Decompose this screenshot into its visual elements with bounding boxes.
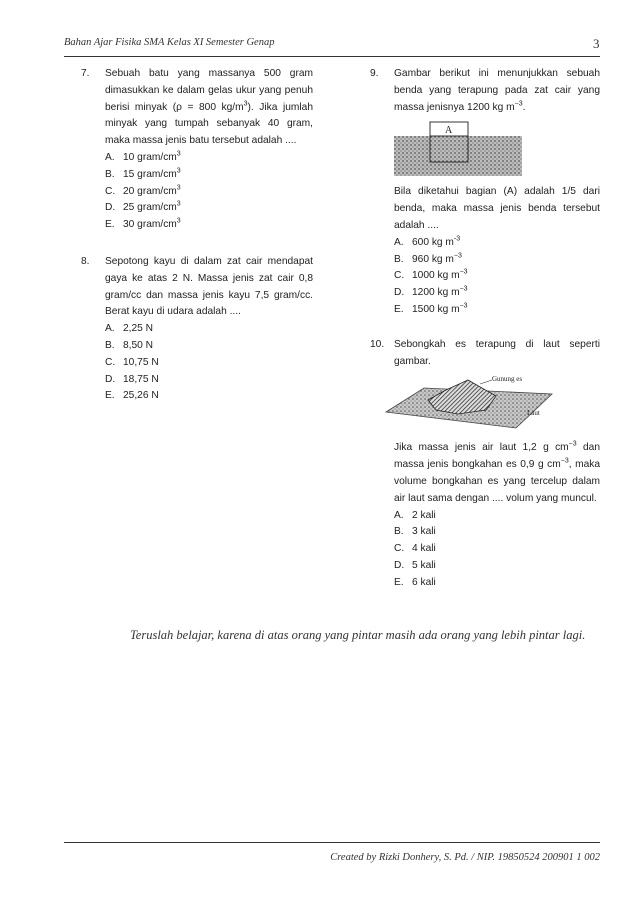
option-c: C. 20 gram/$cm^3$ xyxy=(105,184,181,197)
option-d: D. 25 gram/$cm^3$ xyxy=(105,200,181,214)
option-e: E. 30 gram/$cm^3$ xyxy=(105,217,181,231)
answer-options xyxy=(394,235,600,319)
question-9 xyxy=(370,66,600,319)
option-a: A. 2 kali xyxy=(394,509,436,521)
question-number: 8. xyxy=(81,255,90,267)
iceberg-shape xyxy=(428,380,496,414)
figure-label-a: A xyxy=(445,125,453,137)
header-title: Bahan Ajar Fisika SMA Kelas XI Semester Genap xyxy=(64,37,275,48)
option-c: C. 1000 kg $m^{-3}$ xyxy=(394,268,468,282)
question-number: 7. xyxy=(81,68,90,79)
footer-credit: Created by Rizki Donhery, S. Pd. / NIP. 19850524 200901 1 002 xyxy=(330,852,600,863)
question-text: Sepotong kayu di dalam zat cair mendapat gaya ke atas 2 N. Massa jenis zat cair 0,8 gram/cc dan massa jenis kayu 7,5 gram/cc. Berat kayu di udara adalah .... xyxy=(105,255,313,318)
left-column xyxy=(81,66,313,419)
iceberg-label-leader xyxy=(480,380,492,384)
option-e: E. 25,26 N xyxy=(105,390,159,402)
iceberg-label: Gunung es xyxy=(492,375,523,384)
answer-options xyxy=(394,508,600,592)
option-a: A. 600 kg $m^{-3}$ xyxy=(394,235,461,248)
answer-options xyxy=(105,321,313,405)
question-text: Gambar berikut ini menunjukkan sebuah benda yang terapung pada zat cair yang massa jenisnya 1200 kg $m^{-3}$. xyxy=(394,68,600,113)
option-b: B. 3 kali xyxy=(394,526,436,538)
option-d: D. 5 kali xyxy=(394,559,436,571)
question-number: 9. xyxy=(370,68,379,79)
question-7 xyxy=(81,66,313,234)
header-rule xyxy=(64,56,600,57)
option-e: E. 1500 kg $m^{-3}$ xyxy=(394,302,468,315)
closing-motto: Teruslah belajar, karena di atas orang yang pintar masih ada orang yang lebih pintar lagi. xyxy=(130,628,586,642)
question-text: Sebuah batu yang massanya 500 gram dimasukkan ke dalam gelas ukur yang penuh berisi minyak (ρ = 800 $kg/m^3$). Jika jumlah minyak yang tumpah sebanyak 40 gram, maka massa jenis batu tersebut adalah .... xyxy=(105,68,313,147)
option-b: B. 8,50 N xyxy=(105,339,154,351)
option-c: C. 10,75 N xyxy=(105,356,159,368)
question-8 xyxy=(81,254,313,405)
question-text-continued: Bila diketahui bagian (A) adalah 1/5 dari benda, maka massa jenis benda tersebut adalah .... xyxy=(394,186,600,231)
option-c: C. 4 kali xyxy=(394,543,436,555)
option-b: B. 15 gram/$cm^3$ xyxy=(105,167,181,180)
question-text-continued: Jika massa jenis air laut 1,2 g $cm^{-3}$ dan massa jenis bongkahan es 0,9 g $cm^{-3}$, maka volume bongkahan es yang tercelup dalam air laut sama dengan .... volum yang muncul. xyxy=(394,440,601,504)
question-10 xyxy=(370,337,600,592)
question-number: 10. xyxy=(370,338,385,350)
right-column xyxy=(370,66,600,606)
page-number: 3 xyxy=(593,36,600,51)
liquid-region xyxy=(394,136,522,176)
iceberg-figure xyxy=(384,374,554,432)
floating-object-figure xyxy=(394,120,522,176)
footer-rule xyxy=(64,842,600,843)
option-e: E. 6 kali xyxy=(394,576,436,588)
option-d: D. 18,75 N xyxy=(105,373,159,385)
option-a: A. 10 gram/$cm^3$ xyxy=(105,150,181,163)
option-d: D. 1200 kg $m^{-3}$ xyxy=(394,285,468,299)
answer-options xyxy=(105,150,313,234)
question-text: Sebongkah es terapung di laut seperti gambar. xyxy=(394,338,600,367)
sea-label: Laut xyxy=(527,409,540,418)
option-b: B. 960 kg $m^{-3}$ xyxy=(394,252,462,265)
option-a: A. 2,25 N xyxy=(105,323,154,335)
